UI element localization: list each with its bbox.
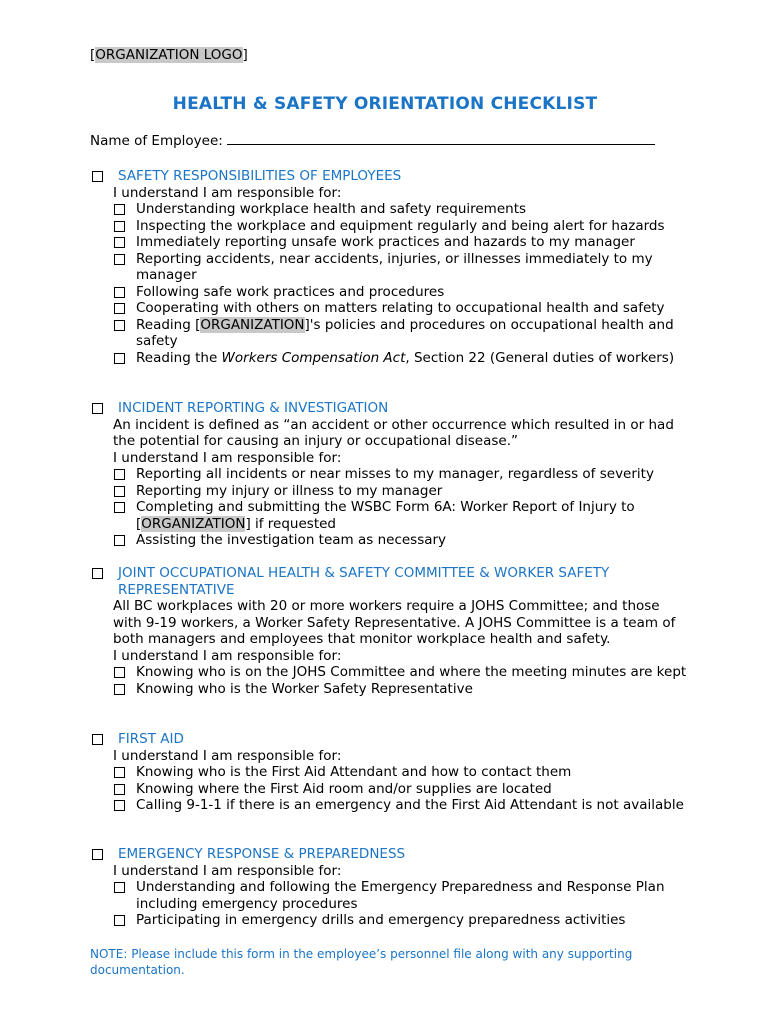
item-checkbox[interactable] [114,254,125,265]
checklist-item: Assisting the investigation team as necessary [113,532,690,549]
organization-placeholder: ORGANIZATION [141,515,246,532]
item-checkbox[interactable] [114,221,125,232]
checklist-item: Following safe work practices and procedures [113,284,690,301]
logo-highlight: ORGANIZATION LOGO [95,47,243,63]
section-checkbox[interactable] [92,171,103,182]
item-checkbox[interactable] [114,486,125,497]
item-checkbox[interactable] [114,800,125,811]
checklist [113,201,690,366]
item-checkbox[interactable] [114,915,125,926]
checklist-item: Knowing where the First Aid room and/or supplies are located [113,781,690,798]
checklist [113,879,690,929]
section-heading: FIRST AID [90,731,690,748]
checklist-item: Knowing who is on the JOHS Committee and where the meeting minutes are kept [113,664,690,681]
section-intro: I understand I am responsible for: [113,862,342,879]
section-emergency-response [90,846,690,929]
item-checkbox[interactable] [114,684,125,695]
section-checkbox[interactable] [92,849,103,860]
organization-placeholder: ORGANIZATION [200,316,305,333]
item-checkbox[interactable] [114,287,125,298]
checklist-item: Reporting all incidents or near misses to my manager, regardless of severity [113,466,690,483]
item-checkbox[interactable] [114,882,125,893]
checklist-item: Reporting my injury or illness to my manager [113,483,690,500]
item-checkbox[interactable] [114,535,125,546]
section-first-aid [90,731,690,814]
page-title: HEALTH & SAFETY ORIENTATION CHECKLIST [172,94,598,114]
checklist-item: Participating in emergency drills and emergency preparedness activities [113,912,690,929]
employee-name-input-line[interactable] [227,131,655,145]
item-checkbox[interactable] [114,469,125,480]
section-heading: INCIDENT REPORTING & INVESTIGATION [90,400,690,417]
section-checkbox[interactable] [92,568,103,579]
checklist-item: Reading the Workers Compensation Act, Section 22 (General duties of workers) [113,350,690,367]
act-title: Workers Compensation Act [221,349,406,366]
item-checkbox[interactable] [114,667,125,678]
item-checkbox[interactable] [114,353,125,364]
checklist-item: Understanding workplace health and safety requirements [113,201,690,218]
item-checkbox[interactable] [114,237,125,248]
checklist-item: Calling 9-1-1 if there is an emergency and the First Aid Attendant is not available [113,797,690,814]
item-checkbox[interactable] [114,784,125,795]
section-heading: JOINT OCCUPATIONAL HEALTH & SAFETY COMMITTEE & WORKER SAFETY REPRESENTATIVE [90,565,690,598]
section-intro: I understand I am responsible for: [113,449,342,466]
footer-note: NOTE: Please include this form in the employee’s personnel file along with any supporting documentation. [90,947,633,977]
organization-logo-placeholder: [ORGANIZATION LOGO] [90,47,248,63]
employee-name-label: Name of Employee: [90,133,223,149]
item-checkbox[interactable] [114,320,125,331]
checklist-item: Inspecting the workplace and equipment regularly and being alert for hazards [113,218,690,235]
checklist-item: Cooperating with others on matters relating to occupational health and safety [113,300,690,317]
incident-definition: An incident is defined as “an accident or other occurrence which resulted in or had the potential for causing an injury or occupational disease.” [113,416,674,449]
item-checkbox[interactable] [114,767,125,778]
section-johs-committee [90,565,690,697]
item-checkbox[interactable] [114,502,125,513]
section-intro: I understand I am responsible for: [113,647,342,664]
section-checkbox[interactable] [92,734,103,745]
checklist-item: Knowing who is the Worker Safety Representative [113,681,690,698]
item-checkbox[interactable] [114,303,125,314]
checklist [113,764,690,814]
section-checkbox[interactable] [92,403,103,414]
section-heading: SAFETY RESPONSIBILITIES OF EMPLOYEES [90,168,690,185]
johs-description: All BC workplaces with 20 or more workers require a JOHS Committee; and those with 9-19 workers, a Worker Safety Representative. A JOHS Committee is a team of both managers and employees that monitor workplace health and safety. [113,598,676,647]
employee-name-field [90,131,655,150]
item-checkbox[interactable] [114,204,125,215]
checklist-item: Immediately reporting unsafe work practices and hazards to my manager [113,234,690,251]
section-heading: EMERGENCY RESPONSE & PREPAREDNESS [90,846,690,863]
section-incident-reporting [90,400,690,549]
section-safety-responsibilities [90,168,690,366]
checklist-item: Reporting accidents, near accidents, injuries, or illnesses immediately to my manager [113,251,690,284]
checklist [113,466,690,549]
section-intro: I understand I am responsible for: [113,184,342,201]
section-intro: I understand I am responsible for: [113,747,342,764]
checklist-item: Completing and submitting the WSBC Form 6A: Worker Report of Injury to [ORGANIZATION] if requested [113,499,690,532]
checklist-item: Reading [ORGANIZATION]'s policies and procedures on occupational health and safety [113,317,690,350]
checklist [113,664,690,697]
checklist-item: Knowing who is the First Aid Attendant and how to contact them [113,764,690,781]
checklist-item: Understanding and following the Emergency Preparedness and Response Plan including emergency procedures [113,879,690,912]
